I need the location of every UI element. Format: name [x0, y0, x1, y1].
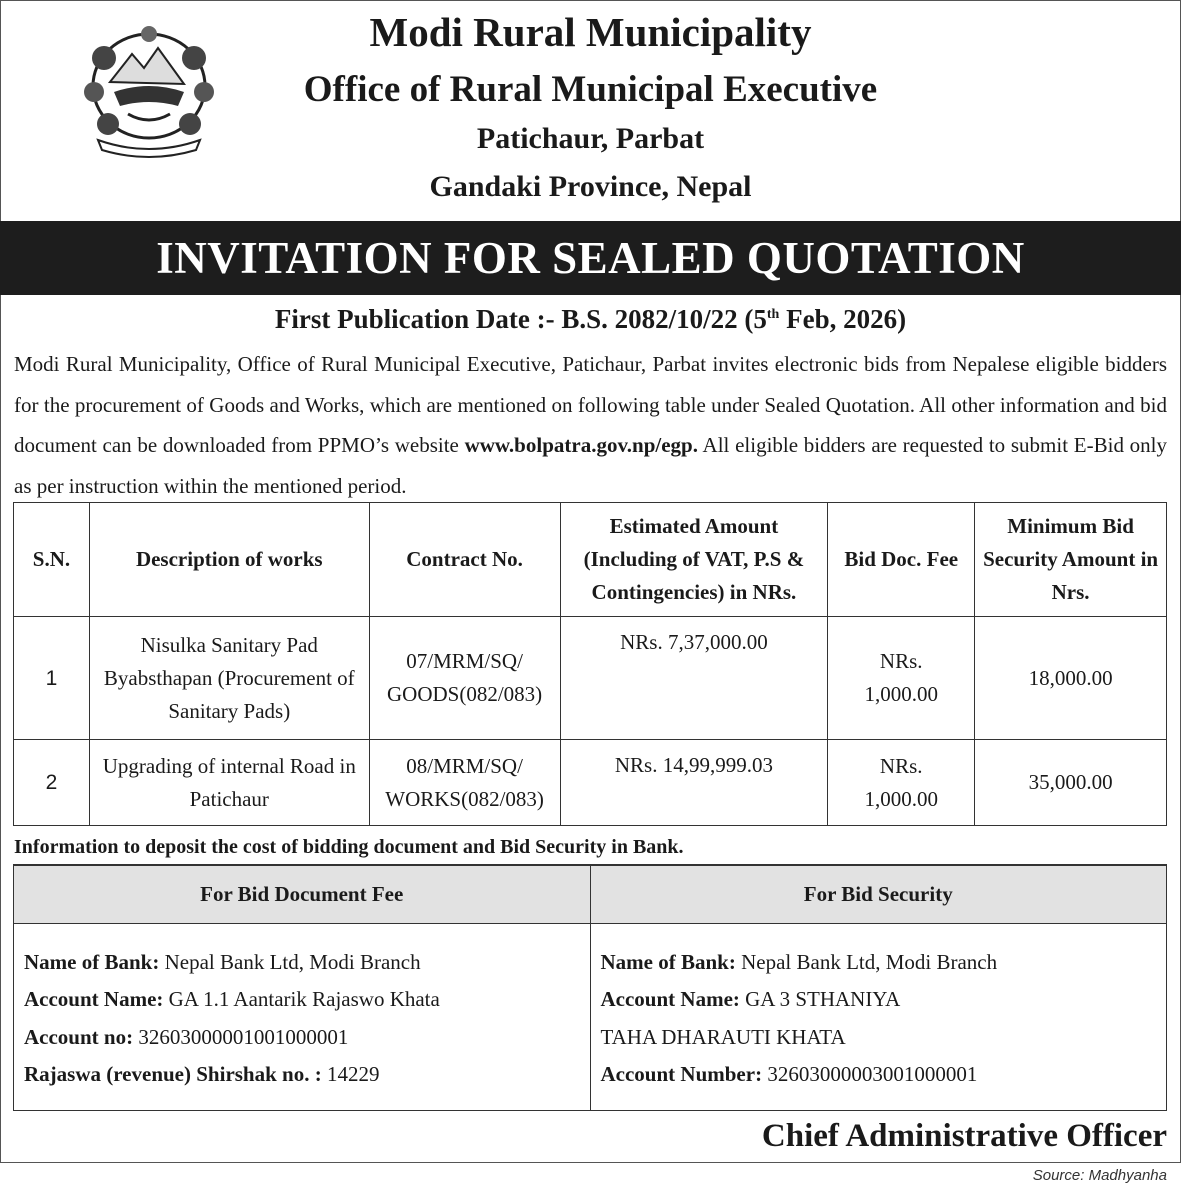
fee-rajaswa-line	[24, 1056, 580, 1094]
intro-text-2: All eligible bidders are requested to submit E-Bid only as per instruction within the mentioned period.	[14, 433, 1167, 498]
bank-table-header-row	[14, 865, 1167, 923]
ppmo-website: www.bolpatra.gov.np/egp.	[464, 433, 698, 457]
bank-info-heading: Information to deposit the cost of bidding document and Bid Security in Bank.	[14, 836, 684, 858]
publication-date-suffix: Feb, 2026)	[779, 304, 907, 334]
security-account-name-value: GA 3 STHANIYA	[739, 987, 901, 1011]
bid-security-details	[590, 923, 1167, 1110]
municipality-name: Modi Rural Municipality	[369, 9, 812, 55]
row-sn: 2	[14, 740, 90, 826]
row-estimated-amount: NRs. 14,99,999.03	[560, 740, 828, 826]
publication-date	[0, 304, 1181, 335]
fee-account-name-line	[24, 981, 580, 1019]
table-row	[14, 740, 1167, 826]
publication-date-sup: th	[766, 307, 780, 322]
fee-line-1: NRs.	[879, 649, 923, 673]
row-contract-no	[369, 617, 560, 740]
row-bid-security: 18,000.00	[975, 617, 1167, 740]
row-bid-doc-fee	[828, 740, 975, 826]
signatory-title: Chief Administrative Officer	[761, 1118, 1167, 1154]
bank-details-row	[14, 923, 1167, 1110]
bid-security-heading: For Bid Security	[590, 865, 1167, 923]
notice-header	[0, 0, 1181, 221]
fee-line-2: 1,000.00	[864, 786, 938, 811]
fee-account-no-value: 32603000001001000001	[133, 1024, 349, 1049]
fee-line-2: 1,000.00	[864, 682, 938, 706]
works-table	[13, 502, 1167, 826]
row-bid-doc-fee	[828, 617, 975, 740]
security-account-name-line	[601, 981, 1157, 1019]
table-row	[14, 617, 1167, 740]
security-account-name-line-2: TAHA DHARAUTI KHATA	[600, 1024, 846, 1049]
source-credit: Source: Madhyanha	[1032, 1167, 1167, 1184]
fee-account-no-line	[24, 1019, 580, 1057]
security-account-no-line	[601, 1056, 1157, 1094]
fee-bank-line	[24, 944, 580, 982]
office-location: Patichaur, Parbat	[476, 122, 705, 155]
row-description: Nisulka Sanitary Pad Byabsthapan (Procurement of Sanitary Pads)	[89, 617, 369, 740]
security-bank-label: Name of Bank:	[600, 949, 736, 974]
contract-line-2: GOODS(082/083)	[387, 682, 543, 706]
fee-account-no-label: Account no:	[24, 1024, 134, 1049]
fee-bank-value: Nepal Bank Ltd, Modi Branch	[159, 949, 421, 974]
col-sn: S.N.	[14, 503, 90, 617]
security-bank-line	[601, 944, 1157, 982]
security-account-no-label: Account Number:	[600, 1062, 763, 1086]
col-bid-security: Minimum Bid Security Amount in Nrs.	[975, 503, 1167, 617]
fee-account-name-label: Account Name:	[24, 987, 164, 1011]
fee-line-1: NRs.	[879, 753, 923, 778]
col-estimated-amount: Estimated Amount (Including of VAT, P.S & Contingencies) in NRs.	[560, 503, 828, 617]
publication-date-prefix: First Publication Date :- B.S. 2082/10/22 (5	[274, 304, 767, 334]
office-province: Gandaki Province, Nepal	[429, 170, 752, 203]
row-bid-security: 35,000.00	[975, 740, 1167, 826]
security-account-no-value: 32603000003001000001	[762, 1062, 978, 1086]
col-description: Description of works	[89, 503, 369, 617]
row-estimated-amount: NRs. 7,37,000.00	[560, 617, 828, 740]
row-contract-no	[369, 740, 560, 826]
row-description: Upgrading of internal Road in Patichaur	[89, 740, 369, 826]
fee-rajaswa-value: 14229	[321, 1062, 380, 1086]
invitation-paragraph	[14, 344, 1167, 506]
col-contract-no: Contract No.	[369, 503, 560, 617]
row-sn: 1	[14, 617, 90, 740]
contract-line-1: 08/MRM/SQ/	[406, 753, 523, 778]
fee-rajaswa-label: Rajaswa (revenue) Shirshak no. :	[24, 1062, 322, 1086]
intro-text-1: Modi Rural Municipality, Office of Rural Municipal Executive, Patichaur, Parbat invites electronic bids from Nepalese eligible bidders for the procurement of Goods and Works, which are mentioned on following table under Sealed Quotation. All other information and bid document can be downloaded from PPMO’s website	[14, 352, 1167, 457]
bid-fee-details	[14, 923, 591, 1110]
office-name: Office of Rural Municipal Executive	[303, 69, 878, 110]
works-table-header-row	[14, 503, 1167, 617]
fee-account-name-value: GA 1.1 Aantarik Rajaswo Khata	[163, 987, 440, 1011]
bid-fee-heading: For Bid Document Fee	[14, 865, 591, 923]
bank-table	[13, 864, 1167, 1111]
security-account-name-label: Account Name:	[600, 987, 740, 1011]
contract-line-1: 07/MRM/SQ/	[406, 649, 523, 673]
fee-bank-label: Name of Bank:	[24, 949, 160, 974]
contract-line-2: WORKS(082/083)	[385, 786, 544, 811]
notice-title-banner: INVITATION FOR SEALED QUOTATION	[0, 221, 1181, 295]
col-bid-doc-fee: Bid Doc. Fee	[828, 503, 975, 617]
security-bank-value: Nepal Bank Ltd, Modi Branch	[735, 949, 998, 974]
